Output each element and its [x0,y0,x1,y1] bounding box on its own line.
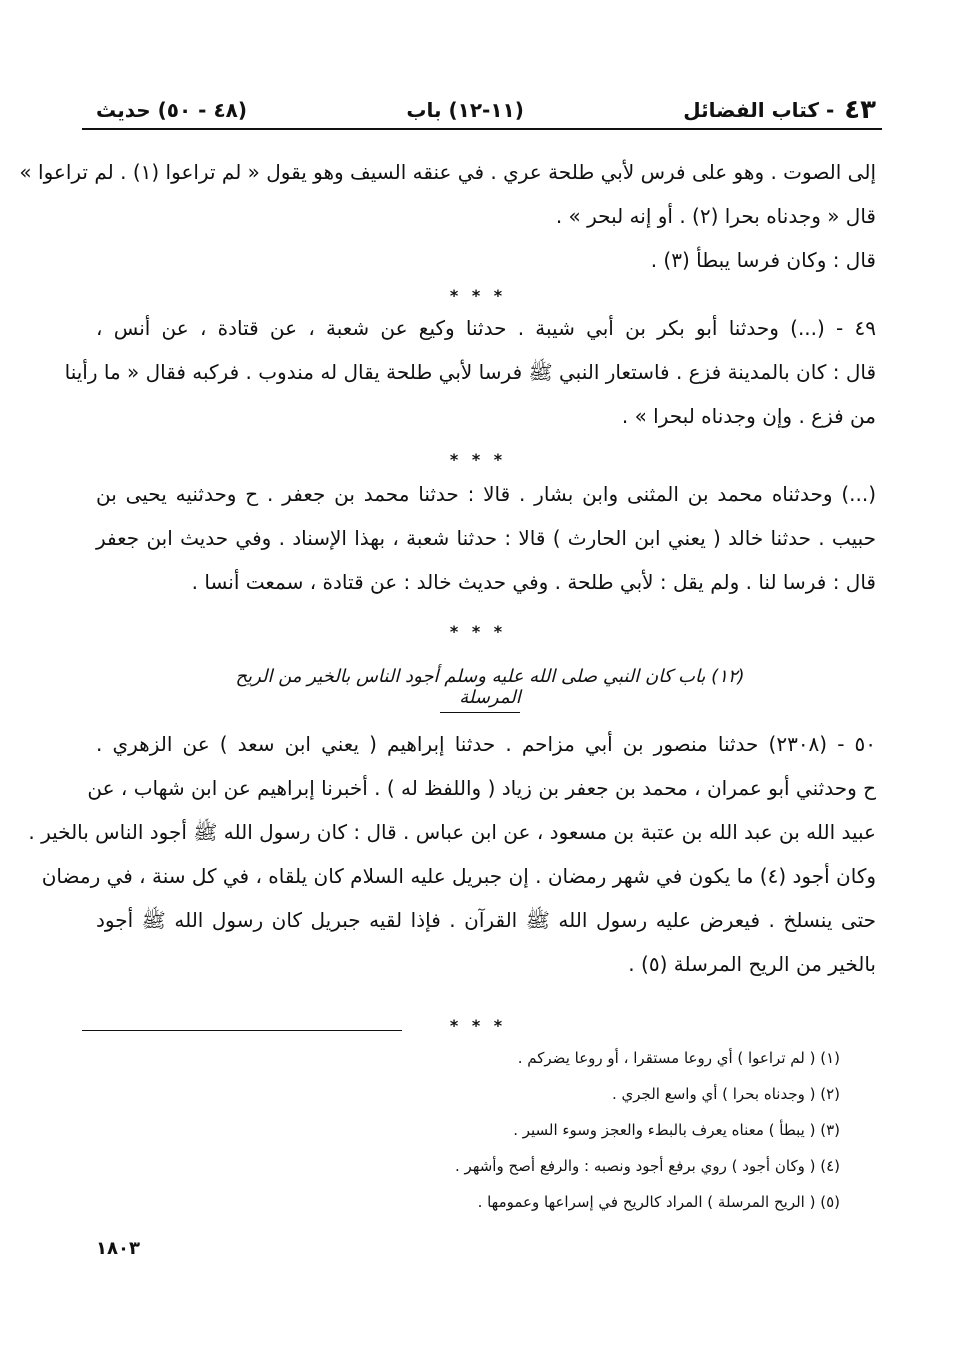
text-line: ٥٠ - (٢٣٠٨) حدثنا منصور بن أبي مزاحم . حدثنا إبراهيم ( يعني ابن سعد ) عن الزهري . [96,732,876,756]
text-line: إلى الصوت . وهو على فرس لأبي طلحة عري . في عنقه السيف وهو يقول « لم تراعوا (١) . لم تراعوا » [19,160,876,184]
footnote: (٣) ( يبطأ ) معناه يعرف بالبطء والعجز وسوء السير . [513,1121,840,1139]
header-hadiths: (٤٨ - ٥٠) حديث [96,98,247,122]
hadith-49-chain [96,472,876,604]
text-line: من فزع . وإن وجدناه لبحرا » . [621,404,876,428]
chapter-title: (١٢) باب كان النبي صلى الله عليه وسلم أجود الناس بالخير من الريح المرسلة [235,666,745,708]
text-line: قال : كان بالمدينة فزع . فاستعار النبي ﷺ فرسا لأبي طلحة يقال له مندوب . فركبه فقال « ما رأينا [64,360,876,384]
text-line: وكان أجود (٤) ما يكون في شهر رمضان . إن جبريل عليه السلام كان يلقاه ، في كل سنة ، في رمضان [41,864,876,888]
text-line: قال : وكان فرسا يبطأ (٣) . [650,248,876,272]
separator-stars: * * * [449,286,507,305]
page-number: ١٨٠٣ [96,1238,140,1259]
text-line: بالخير من الريح المرسلة (٥) . [628,952,876,976]
header-chapters: (١١-١٢) باب [406,98,524,122]
text-line: (...) وحدثناه محمد بن المثنى وابن بشار . قالا : حدثنا محمد بن جعفر . ح وحدثنيه يحيى بن [96,482,876,506]
hadith-49 [64,306,876,438]
running-head [96,92,876,128]
separator-stars: * * * [449,450,507,469]
footnote: (٤) ( وكان أجود ) روي برفع أجود ونصبه : والرفع أصح وأشهر . [455,1157,840,1175]
running-head-right [683,95,876,125]
chapter-title-rule [440,712,520,713]
separator-stars: * * * [449,622,507,641]
text-line: ٤٩ - (...) وحدثنا أبو بكر بن أبي شيبة . حدثنا وكيع عن شعبة ، عن قتادة ، عن أنس ، [96,316,876,340]
header-book-title: - كتاب الفضائل [683,98,835,122]
footnote-rule [82,1030,402,1031]
header-rule [82,128,882,130]
footnotes [300,1040,840,1220]
footnote: (٥) ( الريح المرسلة ) المراد كالريح في إسراعها وعمومها . [477,1193,840,1211]
header-page-number: ٤٣ [844,95,876,125]
footnote: (١) ( لم تراعوا ) أي روعا مستقرا ، أو روعا يضركم . [517,1049,840,1067]
text-line: قال « وجدناه بحرا (٢) . أو إنه لبحر » . [555,204,876,228]
text-line: حبيب . حدثنا خالد ( يعني ابن الحارث ) قالا : حدثنا شعبة ، بهذا الإسناد . وفي حديث ابن جعفر [96,526,876,550]
footnote: (٢) ( وجدناه بحرا ) أي واسع الجري . [612,1085,840,1103]
text-line: عبيد الله بن عبد الله بن عتبة بن مسعود ، عن ابن عباس . قال : كان رسول الله ﷺ أجود الناس بالخير . [28,820,876,844]
text-line: قال : فرسا لنا . ولم يقل : لأبي طلحة . وفي حديث خالد : عن قتادة ، سمعت أنسا . [191,570,876,594]
hadith-50 [28,722,876,986]
text-block-1 [19,150,876,282]
text-line: ح وحدثني أبو عمران ، محمد بن جعفر بن زياد ( واللفظ له ) . أخبرنا إبراهيم عن ابن شهاب ، عن [87,776,876,800]
text-line: حتى ينسلخ . فيعرض عليه رسول الله ﷺ القرآن . فإذا لقيه جبريل كان رسول الله ﷺ أجود [96,908,876,932]
separator-stars: * * * [449,1016,507,1035]
